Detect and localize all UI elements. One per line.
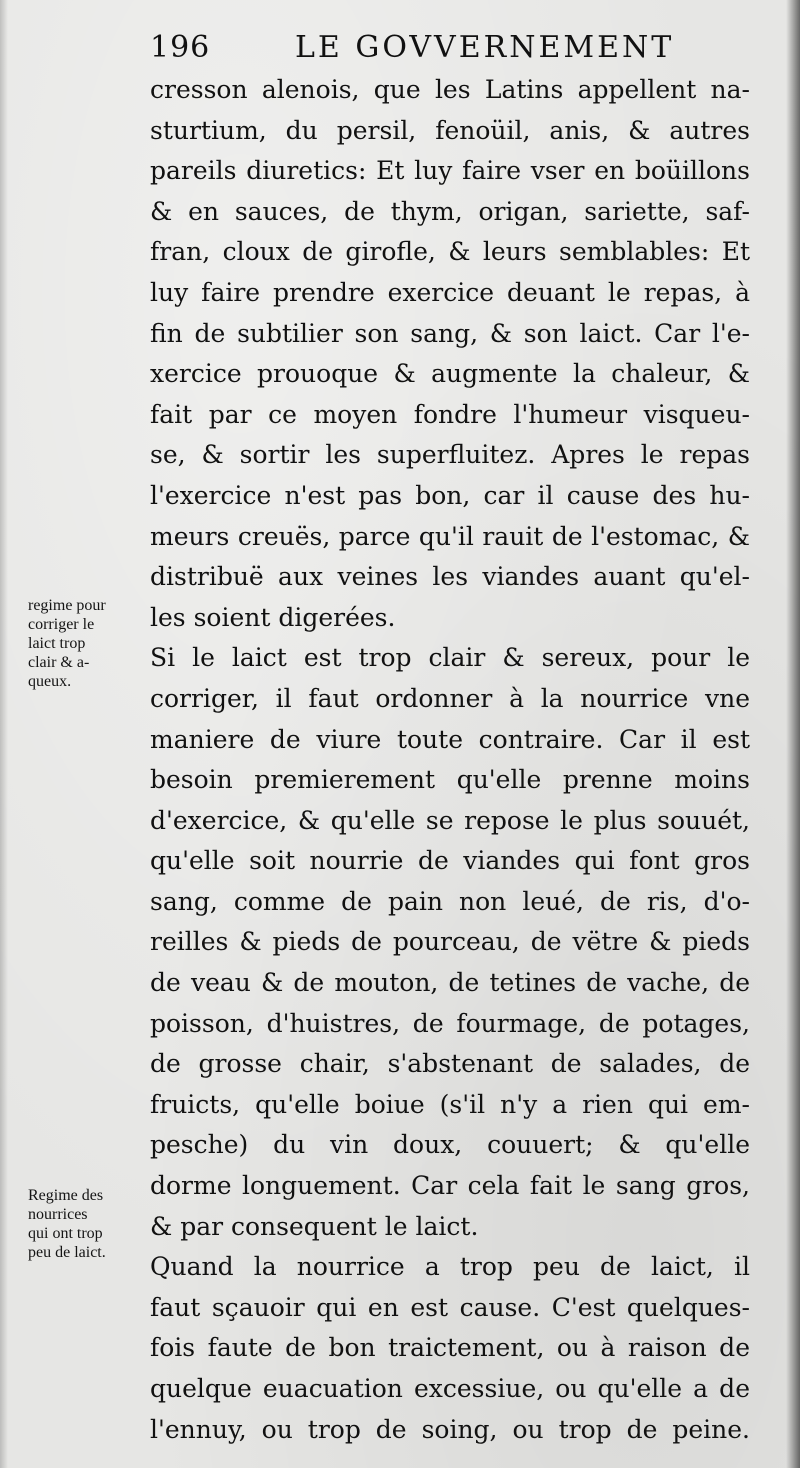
margin-note-line: qui ont trop <box>28 1225 103 1242</box>
text-line: d'exercice, & qu'elle se repose le plus souuét, <box>150 805 750 835</box>
margin-note-line: corriger le <box>28 616 95 633</box>
paragraph-start-line: Si le laict est trop clair & sereux, pour le <box>150 643 750 673</box>
text-line: l'ennuy, ou trop de soing, ou trop de peine. <box>150 1414 750 1444</box>
page-header <box>150 28 730 68</box>
text-line: luy faire prendre exercice deuant le repas, à <box>150 277 750 307</box>
text-line: poisson, d'huistres, de fourmage, de potages, <box>150 1008 750 1038</box>
margin-note-line: queux. <box>28 673 72 690</box>
text-line: corriger, il faut ordonner à la nourrice vne <box>150 683 750 713</box>
paragraph-start-line: Quand la nourrice a trop peu de laict, il <box>150 1252 750 1282</box>
text-line: faut sçauoir qui en est cause. C'est quelques- <box>150 1292 750 1322</box>
running-head: LE GOVVERNEMENT <box>295 30 675 65</box>
text-line: l'exercice n'est pas bon, car il cause des hu- <box>150 480 750 510</box>
body-text <box>150 70 750 1444</box>
text-line: fois faute de bon traictement, ou à raison de <box>150 1333 750 1363</box>
text-line: distribuë aux veines les viandes auant qu'el- <box>150 562 750 592</box>
text-line: qu'elle soit nourrie de viandes qui font gros <box>150 846 750 876</box>
page-edge-shadow <box>786 0 800 1468</box>
text-line: de grosse chair, s'abstenant de salades, de <box>150 1049 750 1079</box>
margin-note-regime-laict-clair <box>28 596 152 691</box>
text-line: fran, cloux de girofle, & leurs semblables: Et <box>150 237 750 267</box>
margin-note-line: regime pour <box>28 597 106 614</box>
text-line: meurs creuës, parce qu'il rauit de l'estomac, & <box>150 521 750 551</box>
text-line: maniere de viure toute contraire. Car il est <box>150 724 750 754</box>
text-line: & en sauces, de thym, origan, sariette, saf- <box>150 196 750 226</box>
text-line: besoin premierement qu'elle prenne moins <box>150 765 750 795</box>
text-line: les soient digerées. <box>150 602 396 632</box>
page-number: 196 <box>150 30 211 65</box>
page-gutter-shadow <box>0 0 8 1468</box>
text-line: cresson alenois, que les Latins appellent na- <box>150 75 750 104</box>
text-line: pareils diuretics: Et luy faire vser en boüillons <box>150 156 750 186</box>
text-line: de veau & de mouton, de tetines de vache, de <box>150 968 750 998</box>
text-line: reilles & pieds de pourceau, de vëtre & pieds <box>150 927 750 957</box>
text-line: & par consequent le laict. <box>150 1211 479 1241</box>
margin-note-regime-nourrices <box>28 1186 152 1262</box>
text-line: fait par ce moyen fondre l'humeur visqueu- <box>150 399 750 429</box>
text-line: pesche) du vin doux, couuert; & qu'elle <box>150 1130 750 1160</box>
text-line: sang, comme de pain non leué, de ris, d'o- <box>150 886 750 916</box>
text-line: sturtium, du persil, fenoüil, anis, & autres <box>150 115 750 145</box>
margin-note-line: peu de laict. <box>28 1244 106 1261</box>
text-line: fruicts, qu'elle boiue (s'il n'y a rien qui em- <box>150 1089 750 1119</box>
margin-note-line: nourrices <box>28 1206 88 1223</box>
margin-note-line: Regime des <box>28 1187 104 1204</box>
text-line: se, & sortir les superfluitez. Apres le repas <box>150 440 750 470</box>
text-line: fin de subtilier son sang, & son laict. Car l'e- <box>150 318 750 348</box>
margin-note-line: clair & a- <box>28 654 90 671</box>
text-line: dorme longuement. Car cela fait le sang gros, <box>150 1171 750 1201</box>
text-line: xercice prouoque & augmente la chaleur, & <box>150 359 750 389</box>
margin-note-line: laict trop <box>28 635 86 652</box>
text-line: quelque euacuation excessiue, ou qu'elle a de <box>150 1374 750 1403</box>
